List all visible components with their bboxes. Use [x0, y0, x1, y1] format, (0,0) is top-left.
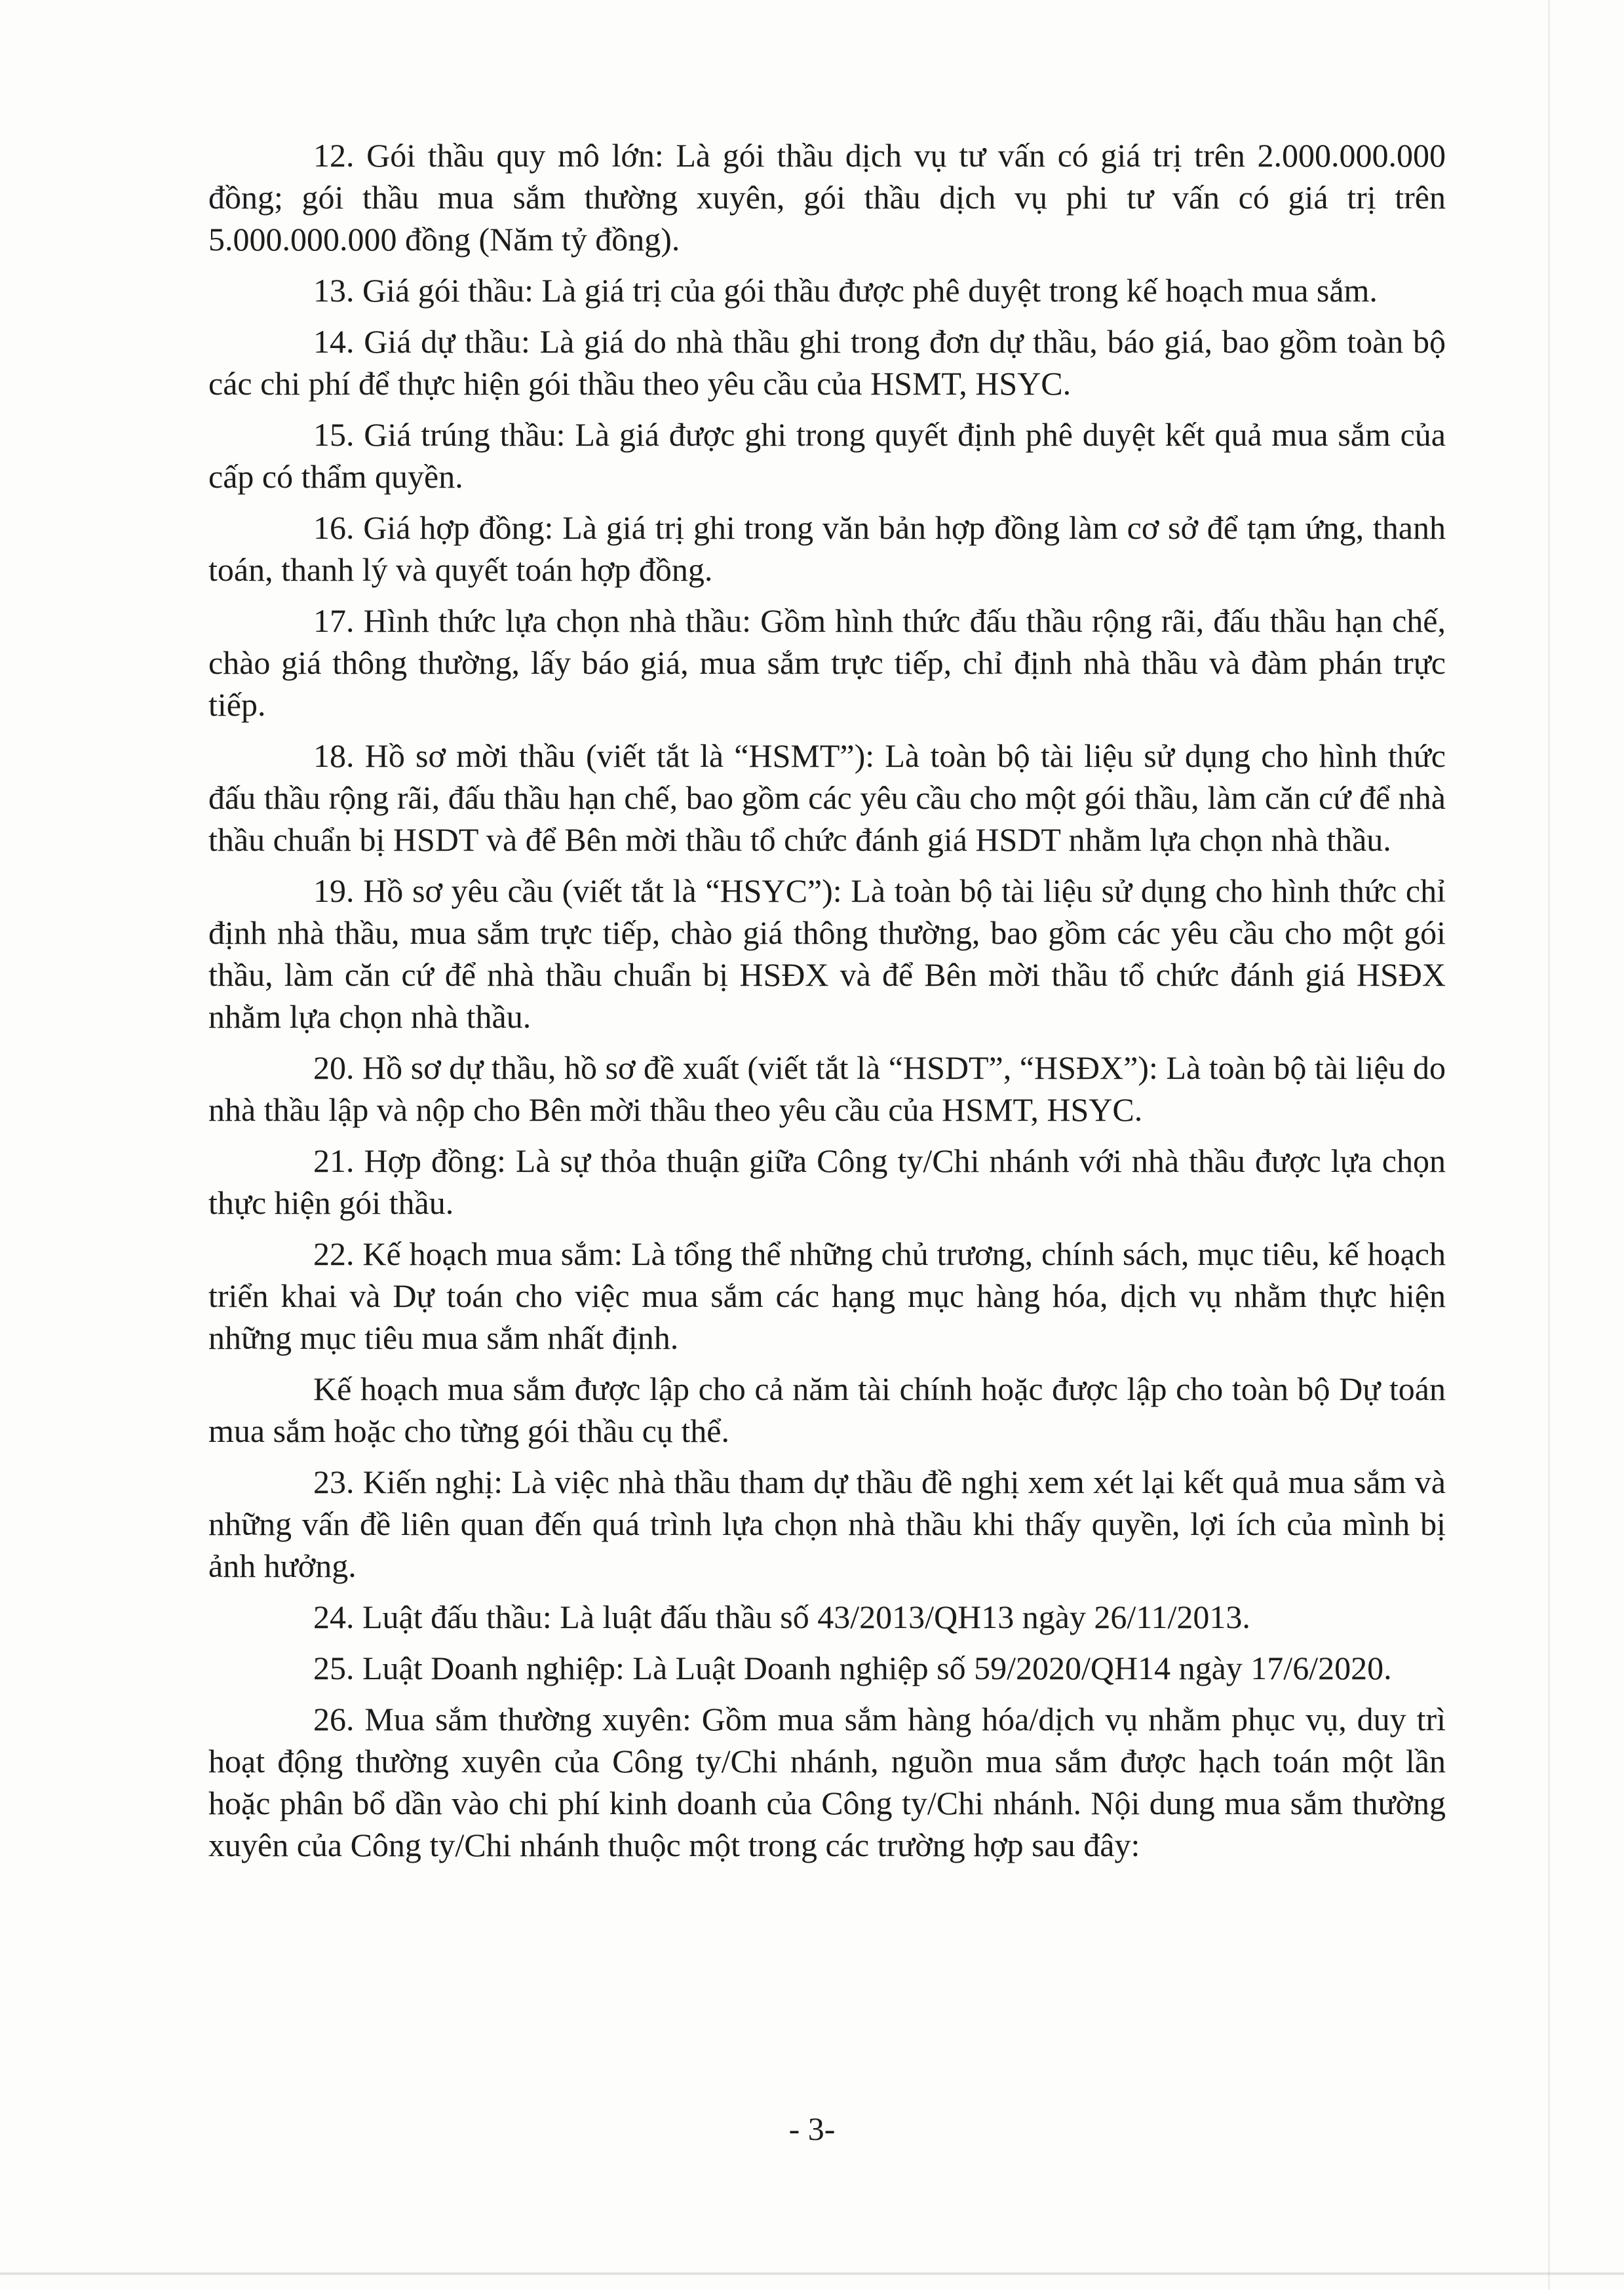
paragraph-21: 21. Hợp đồng: Là sự thỏa thuận giữa Công ty/Chi nhánh với nhà thầu được lựa chọn thực hiện gói thầu.: [208, 1142, 1446, 1221]
document-body: [208, 134, 1446, 1875]
paragraph-13: 13. Giá gói thầu: Là giá trị của gói thầu được phê duyệt trong kế hoạch mua sắm.: [313, 272, 1378, 309]
paragraph-23: 23. Kiến nghị: Là việc nhà thầu tham dự thầu đề nghị xem xét lại kết quả mua sắm và những vấn đề liên quan đến quá trình lựa chọn nhà thầu khi thấy quyền, lợi ích của mình bị ảnh hưởng.: [208, 1464, 1446, 1584]
paragraph-12: 12. Gói thầu quy mô lớn: Là gói thầu dịch vụ tư vấn có giá trị trên 2.000.000.000 đồng; gói thầu mua sắm thường xuyên, gói thầu dịch vụ phi tư vấn có giá trị trên 5.000.000.000 đồng (Năm tỷ đồng).: [208, 137, 1446, 258]
paragraph-16: 16. Giá hợp đồng: Là giá trị ghi trong văn bản hợp đồng làm cơ sở để tạm ứng, thanh toán, thanh lý và quyết toán hợp đồng.: [208, 509, 1446, 588]
scan-edge-right: [1548, 0, 1550, 2290]
paragraph-26: 26. Mua sắm thường xuyên: Gồm mua sắm hàng hóa/dịch vụ nhằm phục vụ, duy trì hoạt động thường xuyên của Công ty/Chi nhánh, nguồn mua sắm được hạch toán một lần hoặc phân bổ dần vào chi phí kinh doanh của Công ty/Chi nhánh. Nội dung mua sắm thường xuyên của Công ty/Chi nhánh thuộc một trong các trường hợp sau đây:: [208, 1701, 1446, 1863]
paragraph-22-continued: Kế hoạch mua sắm được lập cho cả năm tài chính hoặc được lập cho toàn bộ Dự toán mua sắm hoặc cho từng gói thầu cụ thể.: [208, 1370, 1446, 1449]
paragraph-19: 19. Hồ sơ yêu cầu (viết tắt là “HSYC”): Là toàn bộ tài liệu sử dụng cho hình thức chỉ định nhà thầu, mua sắm trực tiếp, chào giá thông thường, bao gồm các yêu cầu cho một gói thầu, làm căn cứ để nhà thầu chuẩn bị HSĐX và để Bên mời thầu tổ chức đánh giá HSĐX nhằm lựa chọn nhà thầu.: [208, 872, 1446, 1035]
paragraph-20: 20. Hồ sơ dự thầu, hồ sơ đề xuất (viết tắt là “HSDT”, “HSĐX”): Là toàn bộ tài liệu do nhà thầu lập và nộp cho Bên mời thầu theo yêu cầu của HSMT, HSYC.: [208, 1049, 1446, 1128]
paragraph-14: 14. Giá dự thầu: Là giá do nhà thầu ghi trong đơn dự thầu, báo giá, bao gồm toàn bộ các chi phí để thực hiện gói thầu theo yêu cầu của HSMT, HSYC.: [208, 323, 1446, 402]
scan-edge-bottom: [0, 2272, 1624, 2276]
paragraph-17: 17. Hình thức lựa chọn nhà thầu: Gồm hình thức đấu thầu rộng rãi, đấu thầu hạn chế, chào giá thông thường, lấy báo giá, mua sắm trực tiếp, chỉ định nhà thầu và đàm phán trực tiếp.: [208, 602, 1446, 723]
paragraph-15: 15. Giá trúng thầu: Là giá được ghi trong quyết định phê duyệt kết quả mua sắm của cấp có thẩm quyền.: [208, 416, 1446, 495]
paragraph-25: 25. Luật Doanh nghiệp: Là Luật Doanh nghiệp số 59/2020/QH14 ngày 17/6/2020.: [313, 1650, 1392, 1686]
paragraph-24: 24. Luật đấu thầu: Là luật đấu thầu số 43/2013/QH13 ngày 26/11/2013.: [313, 1599, 1250, 1635]
paragraph-22: 22. Kế hoạch mua sắm: Là tổng thể những chủ trương, chính sách, mục tiêu, kế hoạch triển khai và Dự toán cho việc mua sắm các hạng mục hàng hóa, dịch vụ nhằm thực hiện những mục tiêu mua sắm nhất định.: [208, 1235, 1446, 1356]
page-number: - 3-: [788, 2110, 836, 2147]
paragraph-18: 18. Hồ sơ mời thầu (viết tắt là “HSMT”): Là toàn bộ tài liệu sử dụng cho hình thức đấu thầu rộng rãi, đấu thầu hạn chế, bao gồm các yêu cầu cho một gói thầu, làm căn cứ để nhà thầu chuẩn bị HSDT và để Bên mời thầu tổ chức đánh giá HSDT nhằm lựa chọn nhà thầu.: [208, 737, 1446, 858]
